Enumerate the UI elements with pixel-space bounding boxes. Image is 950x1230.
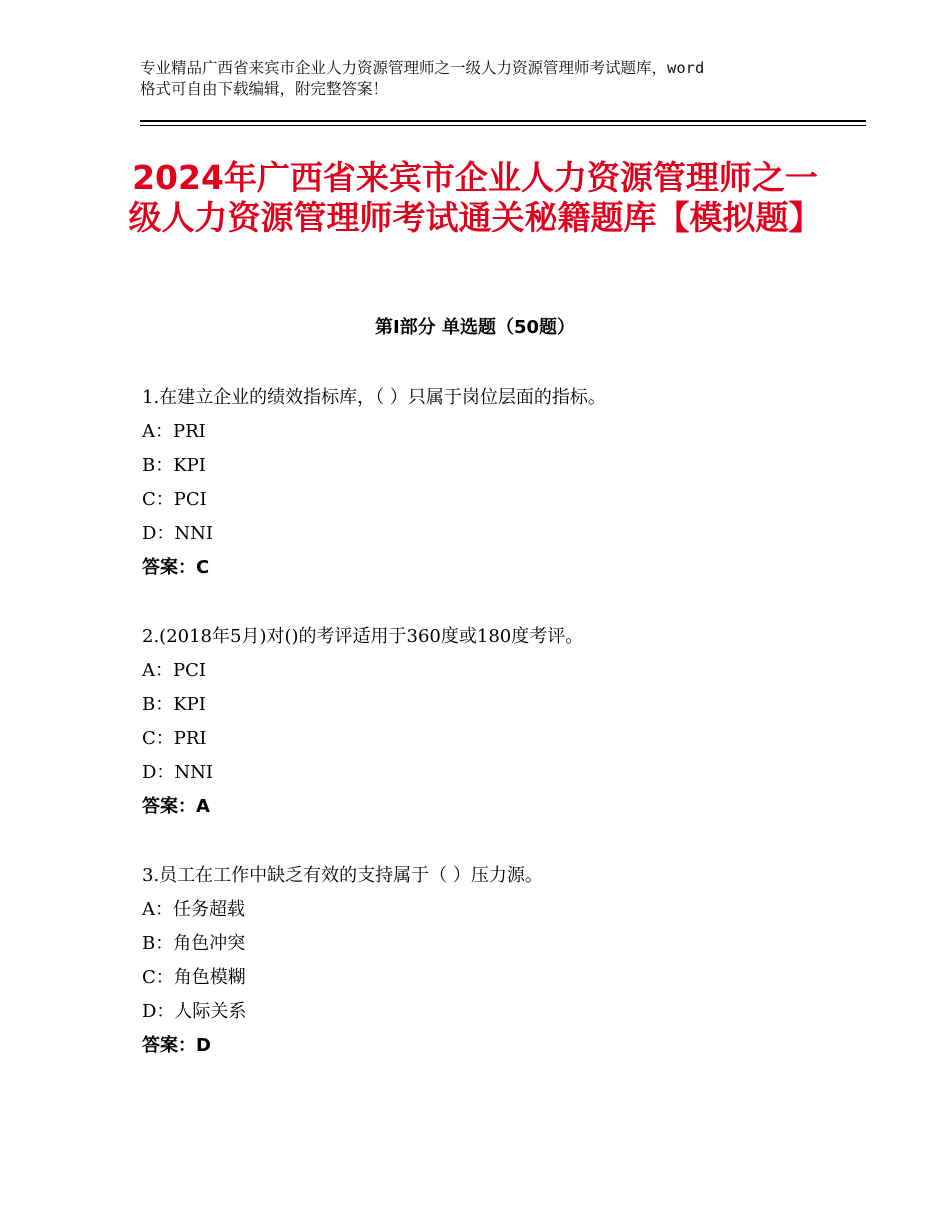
header-note-line: 格式可自由下载编辑，附完整答案！ [140, 80, 389, 98]
option-c: C：PCI [142, 489, 207, 510]
option-c: C：PRI [142, 728, 207, 749]
question-block [142, 859, 862, 1063]
option-a: A：PCI [142, 660, 206, 681]
option-d: D：NNI [142, 523, 214, 544]
document-title: 2024年广西省来宾市企业人力资源管理师之一级人力资源管理师考试通关秘籍题库【模拟题】 [128, 158, 822, 237]
header-note-line: 专业精品广西省来宾市企业人力资源管理师之一级人力资源管理师考试题库，word [140, 59, 705, 77]
answer-label: 答案：A [142, 796, 210, 817]
option-a: A：PRI [142, 421, 206, 442]
header-divider-thick [140, 120, 866, 122]
answer-label: 答案：C [142, 557, 210, 578]
option-c: C：角色模糊 [142, 967, 246, 988]
header-divider-thin [140, 125, 866, 126]
option-d: D：人际关系 [142, 1001, 247, 1022]
option-b: B：角色冲突 [142, 933, 246, 954]
option-b: B：KPI [142, 455, 206, 476]
question-block [142, 381, 862, 585]
header-note [140, 58, 840, 100]
option-a: A：任务超载 [142, 899, 245, 920]
section-title: 第Ⅰ部分 单选题（50题） [374, 317, 575, 338]
question-stem: 3.员工在工作中缺乏有效的支持属于（ ）压力源。 [142, 865, 543, 886]
option-d: D：NNI [142, 762, 214, 783]
question-stem: 1.在建立企业的绩效指标库，（ ）只属于岗位层面的指标。 [142, 387, 606, 408]
question-block [142, 620, 862, 824]
option-b: B：KPI [142, 694, 206, 715]
question-stem: 2.(2018年5月)对()的考评适用于360度或180度考评。 [142, 626, 584, 647]
answer-label: 答案：D [142, 1035, 211, 1056]
